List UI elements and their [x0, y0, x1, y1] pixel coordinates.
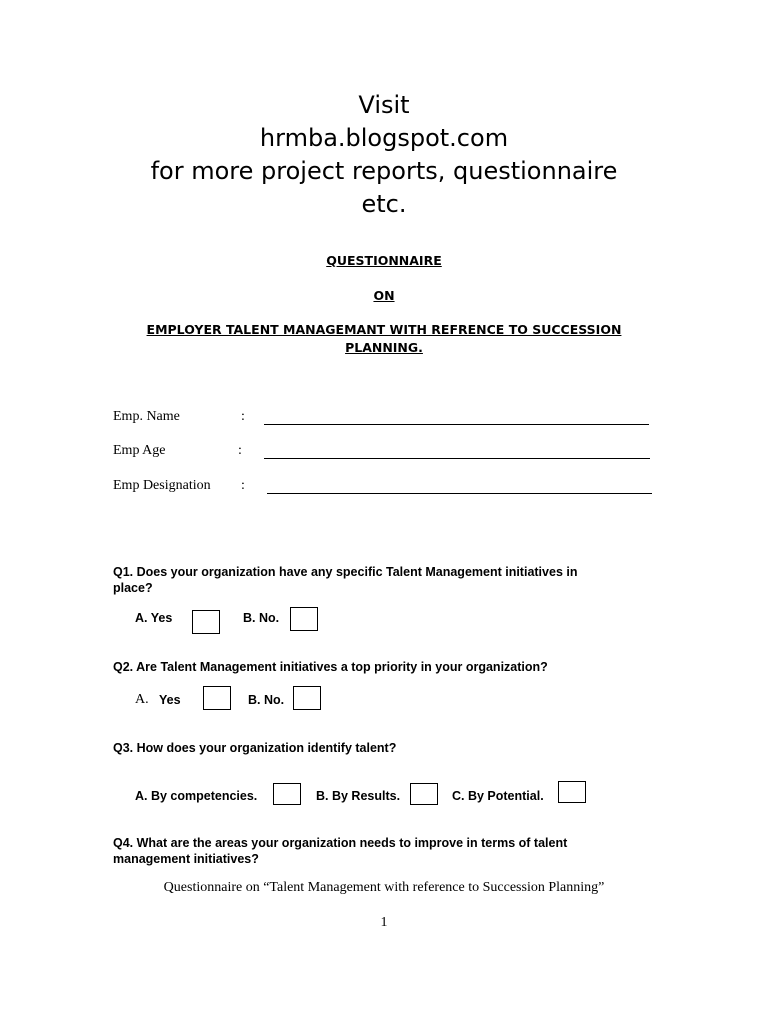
document-title-on: ON	[373, 288, 395, 303]
promo-text: for more project reports, questionnaire	[150, 157, 618, 185]
question-4-line2: management initiatives?	[113, 852, 259, 866]
q2-option-a-label: Yes	[159, 693, 181, 707]
q1-option-b-label: B. No.	[243, 611, 280, 625]
emp-designation-field[interactable]	[267, 493, 652, 494]
question-2: Q2. Are Talent Management initiatives a top priority in your organization?	[113, 660, 548, 674]
document-subject-line1: EMPLOYER TALENT MANAGEMANT WITH REFRENCE TO SUCCESSION	[146, 322, 622, 337]
q3-option-c-label: C. By Potential.	[452, 789, 544, 803]
q2-option-a-letter: A.	[135, 692, 149, 707]
emp-age-label: Emp Age	[113, 443, 166, 458]
document-title: QUESTIONNAIRE	[326, 253, 442, 268]
q1-option-b-checkbox[interactable]	[290, 607, 318, 631]
emp-designation-colon: :	[241, 478, 245, 493]
q3-option-c-checkbox[interactable]	[558, 781, 586, 803]
promo-link[interactable]: hrmba.blogspot.com	[259, 124, 509, 152]
question-1-line2: place?	[113, 581, 153, 595]
q3-option-b-label: B. By Results.	[316, 789, 401, 803]
emp-name-colon: :	[241, 409, 245, 424]
emp-designation-label: Emp Designation	[113, 478, 211, 493]
q1-option-a-label: A. Yes	[135, 611, 173, 625]
q3-option-a-label: A. By competencies.	[135, 789, 258, 803]
question-4-line1: Q4. What are the areas your organization needs to improve in terms of talent	[113, 836, 568, 850]
page-number: 1	[380, 915, 388, 930]
question-3: Q3. How does your organization identify talent?	[113, 741, 397, 755]
emp-age-field[interactable]	[264, 458, 650, 459]
q2-option-a-checkbox[interactable]	[203, 686, 231, 710]
q1-option-a-checkbox[interactable]	[192, 610, 220, 634]
emp-age-colon: :	[238, 443, 242, 458]
emp-name-field[interactable]	[264, 424, 649, 425]
q3-option-a-checkbox[interactable]	[273, 783, 301, 805]
promo-visit: Visit	[358, 91, 410, 119]
q2-option-b-label: B. No.	[248, 693, 285, 707]
document-subject-line2: PLANNING.	[345, 340, 423, 355]
q2-option-b-checkbox[interactable]	[293, 686, 321, 710]
page-footer-caption: Questionnaire on “Talent Management with reference to Succession Planning”	[163, 880, 605, 895]
emp-name-label: Emp. Name	[113, 409, 180, 424]
promo-text-etc: etc.	[361, 190, 407, 218]
q3-option-b-checkbox[interactable]	[410, 783, 438, 805]
question-1-line1: Q1. Does your organization have any specific Talent Management initiatives in	[113, 565, 578, 579]
